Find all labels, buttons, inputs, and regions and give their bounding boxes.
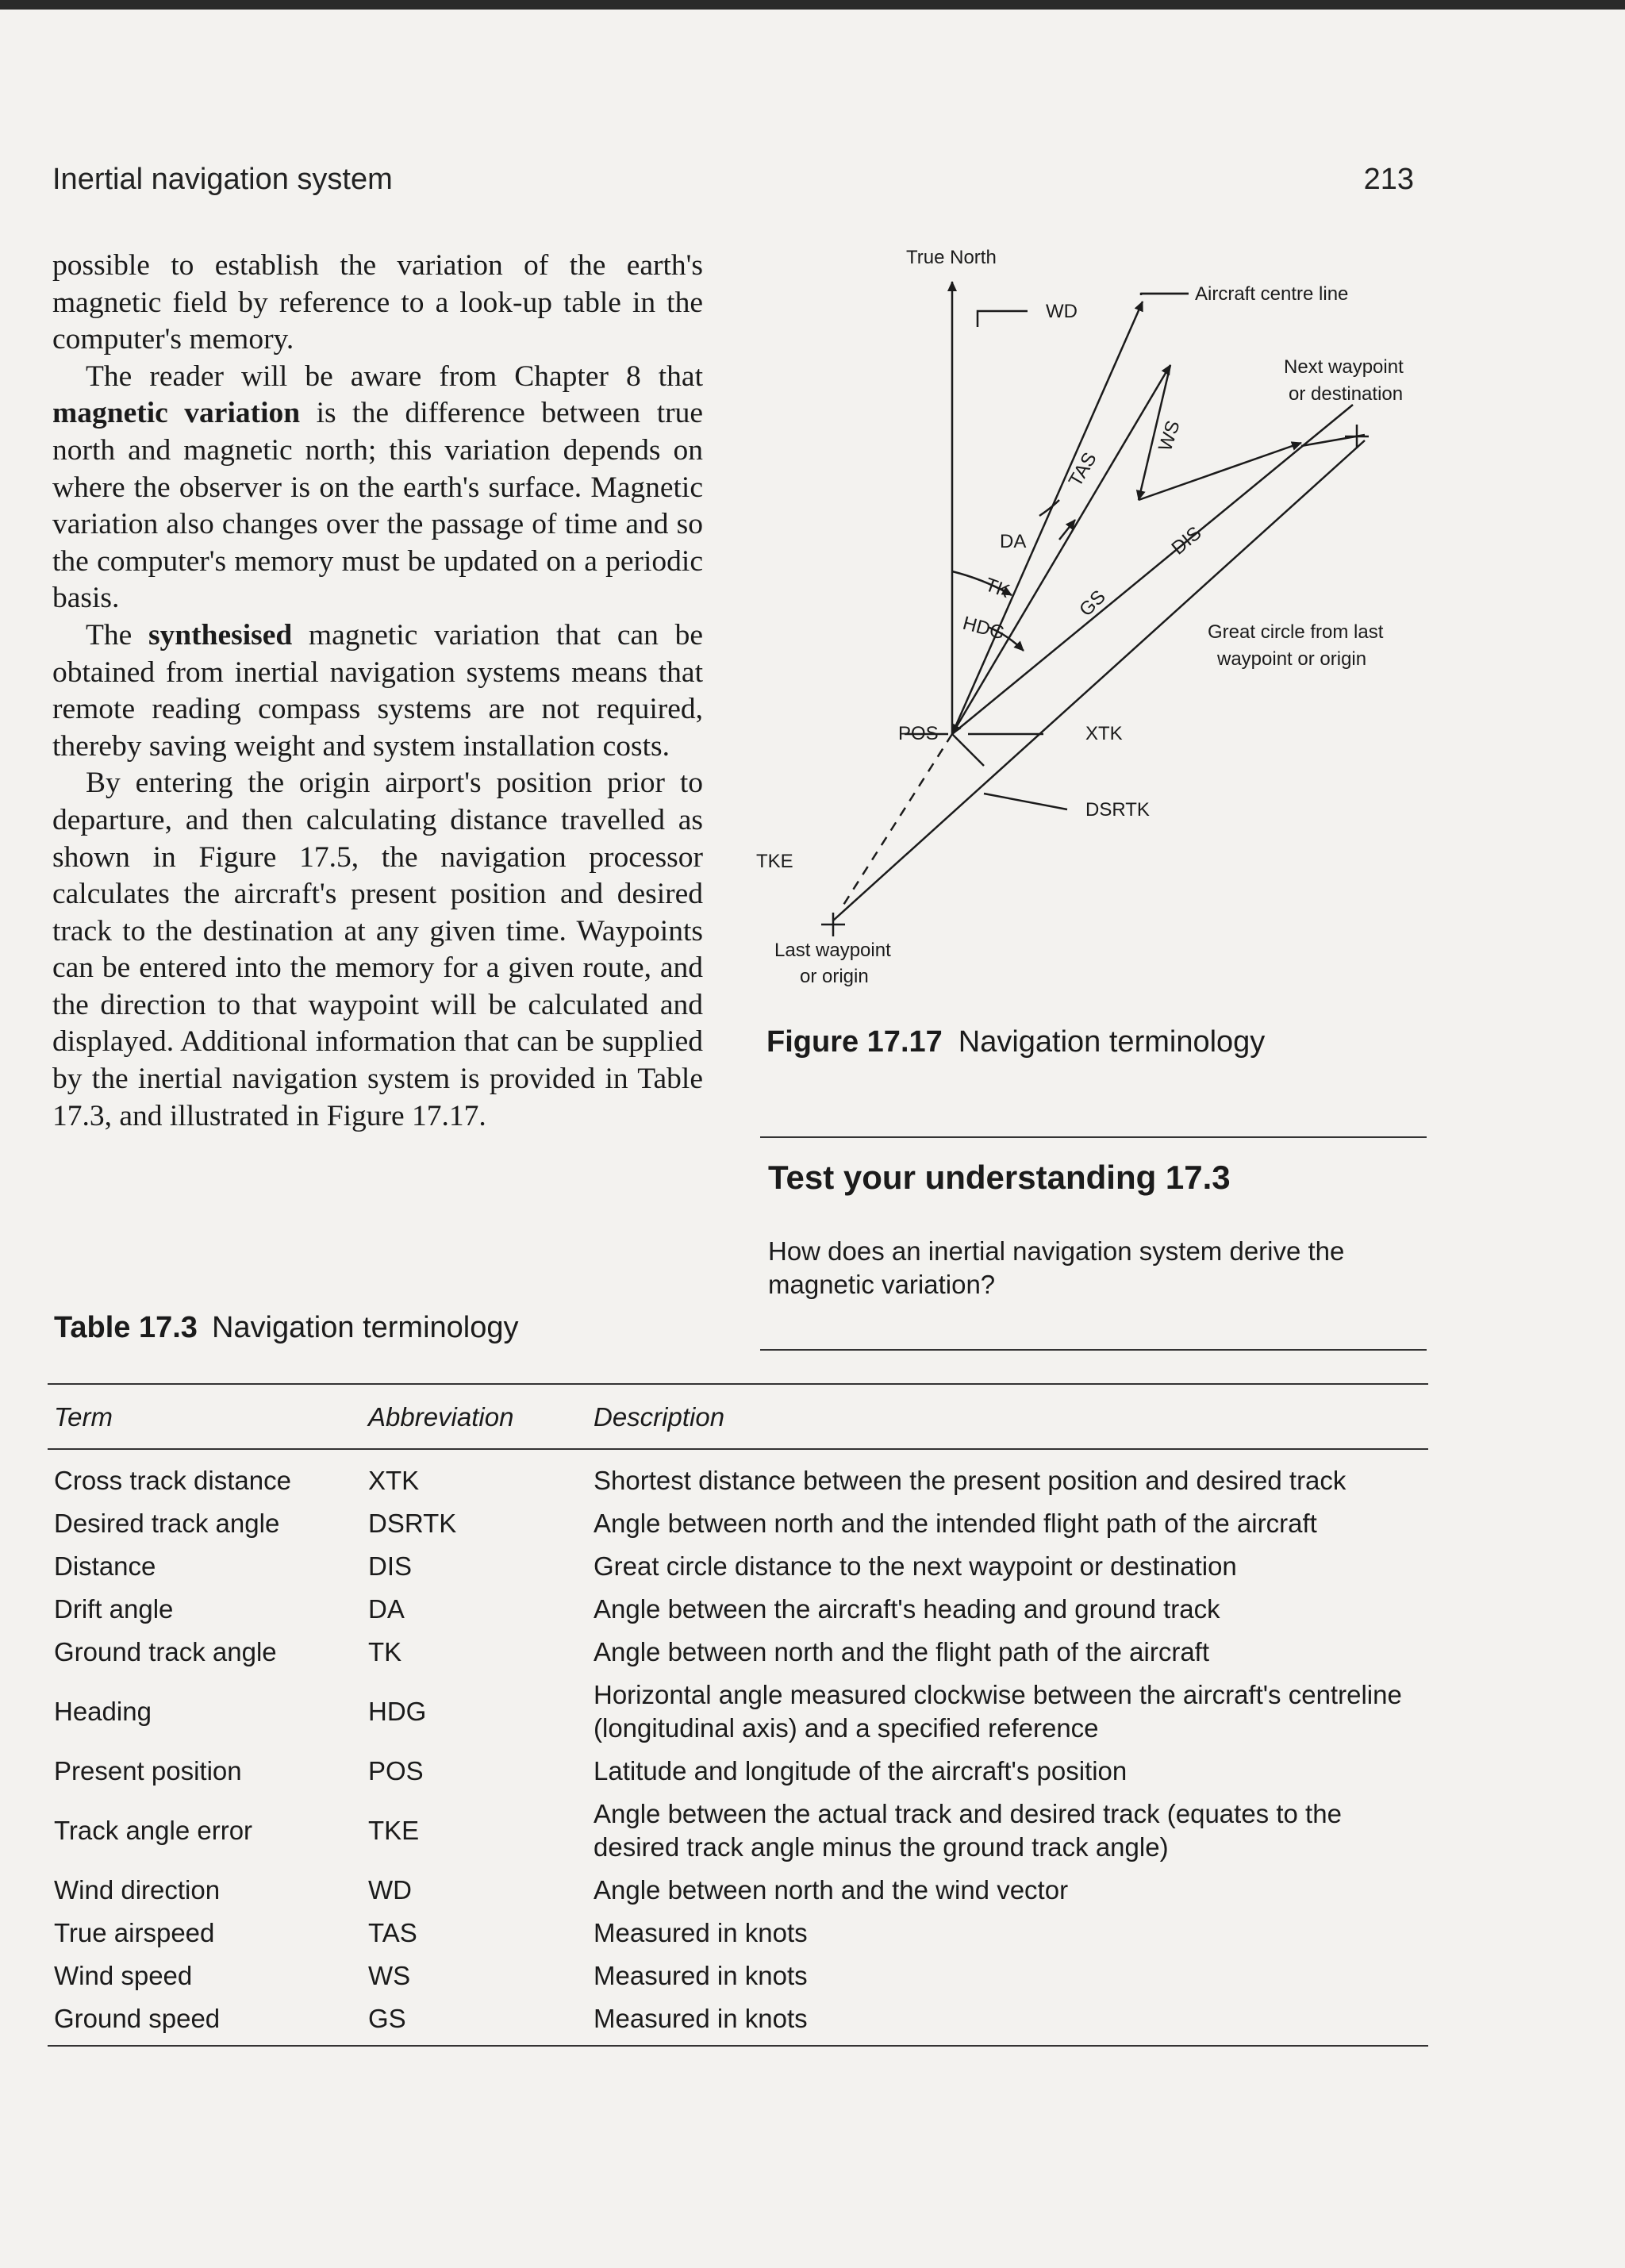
cell-abbreviation: HDG: [368, 1697, 427, 1726]
cell-description: Angle between the aircraft's heading and ground track: [594, 1594, 1220, 1624]
paragraph-4: By entering the origin airport's position prior to departure, and then calculating distance travelled as shown in Figure 17.5, the navigation processor calculates the aircraft's present position and desired track to the destination at any given time. Waypoints can be entered into the memory for a given route, and the direction to that waypoint will be calculated and displayed. Additional information that can be supplied by the inertial navigation system is provided in Table 17.3, and illustrated in Figure 17.17.: [52, 767, 703, 1132]
cell-abbreviation: WS: [368, 1961, 411, 1990]
cell-description: Measured in knots: [594, 1961, 808, 1990]
label-dsrtk: DSRTK: [1085, 799, 1150, 821]
term-magnetic-variation: magnetic variation: [52, 397, 301, 430]
header-description: Description: [587, 1385, 1428, 1449]
cell-description: Measured in knots: [587, 1997, 1428, 2046]
cell-description: Angle between the actual track and desired track (equates to the desired track angle minus the ground track angle): [594, 1799, 1342, 1862]
cell-term: Wind speed: [54, 1961, 193, 1990]
label-last-waypoint-2: or origin: [800, 966, 869, 987]
cell-term: Ground speed: [48, 1997, 362, 2046]
label-tas: TAS: [1064, 448, 1101, 490]
navigation-terminology-table: [48, 1385, 1428, 2047]
cell-description: Measured in knots: [594, 1918, 808, 1947]
table-row: [48, 1449, 1428, 1502]
cell-abbreviation: TKE: [368, 1816, 420, 1845]
table-title: Navigation terminology: [211, 1311, 519, 1344]
figure-title: Navigation terminology: [958, 1025, 1266, 1059]
cell-term: Present position: [54, 1756, 242, 1786]
heading-line: [952, 302, 1143, 734]
label-great-circle-1: Great circle from last: [1208, 621, 1384, 643]
label-dis: DIS: [1167, 522, 1206, 559]
label-wd: WD: [1046, 301, 1078, 322]
label-pos: POS: [898, 723, 939, 744]
test-box-top-rule: [760, 1136, 1427, 1138]
label-ws: WS: [1154, 417, 1185, 454]
cell-abbreviation: DA: [368, 1594, 405, 1624]
tke-dashed-line: [841, 734, 952, 909]
dis-vector: [1139, 443, 1301, 500]
header-term: Term: [48, 1385, 362, 1449]
label-da: DA: [1000, 531, 1027, 552]
cell-abbreviation: TK: [368, 1637, 402, 1666]
header-abbreviation: Abbreviation: [362, 1385, 587, 1449]
dsrtk-leader: [984, 794, 1067, 809]
cell-description: Angle between north and the flight path of the aircraft: [594, 1637, 1210, 1666]
cell-description: Angle between north and the intended flight path of the aircraft: [594, 1509, 1317, 1538]
cell-abbreviation: WD: [368, 1875, 412, 1905]
test-box-title: Test your understanding 17.3: [768, 1159, 1231, 1196]
figure-caption: [766, 1025, 1265, 1059]
track-line: [952, 405, 1353, 734]
table-row: [48, 1793, 1428, 1869]
table-row: [48, 1502, 1428, 1545]
label-hdg: HDG: [960, 612, 1007, 644]
cell-description: Latitude and longitude of the aircraft's position: [594, 1756, 1128, 1786]
cell-description: Horizontal angle measured clockwise between the aircraft's centreline (longitudinal axis) and a specified reference: [594, 1680, 1402, 1743]
cell-abbreviation: DSRTK: [368, 1509, 457, 1538]
paragraph-3: The synthesised magnetic variation that can be obtained from inertial navigation systems means that remote reading compass systems are not required, thereby saving weight and system installation costs.: [52, 618, 703, 763]
label-gs: GS: [1075, 586, 1110, 621]
cell-description: Angle between north and the wind vector: [594, 1875, 1069, 1905]
cell-term: Cross track distance: [54, 1466, 291, 1495]
table-row: [48, 1997, 1428, 2046]
table-row: [48, 1750, 1428, 1793]
term-synthesised: synthesised: [148, 618, 293, 652]
table-row: [48, 1631, 1428, 1674]
test-box-bottom-rule: [760, 1349, 1427, 1351]
cell-abbreviation: GS: [362, 1997, 587, 2046]
label-next-waypoint-2: or destination: [1289, 383, 1404, 405]
cell-term: Ground track angle: [54, 1637, 277, 1666]
table-row: [48, 1545, 1428, 1588]
label-tk: TK: [982, 574, 1013, 603]
navigation-terminology-figure: [746, 238, 1460, 1032]
tas-vector: [952, 365, 1170, 734]
cell-abbreviation: TAS: [368, 1918, 417, 1947]
table-row: [48, 1955, 1428, 1997]
label-tke: TKE: [756, 851, 793, 872]
cell-description: Great circle distance to the next waypoint or destination: [594, 1551, 1237, 1581]
cell-term: Wind direction: [54, 1875, 221, 1905]
label-aircraft-centre-line: Aircraft centre line: [1195, 283, 1349, 305]
great-circle-line: [833, 440, 1365, 921]
label-next-waypoint-1: Next waypoint: [1284, 356, 1404, 378]
cell-term: Distance: [54, 1551, 156, 1581]
cell-term: Heading: [54, 1697, 152, 1726]
wd-bracket: [978, 311, 1028, 327]
body-text: [52, 248, 703, 1135]
paragraph-1: possible to establish the variation of the earth's magnetic field by reference to a look-up table in the computer's memory.: [52, 249, 703, 356]
top-edge-bar: [0, 0, 1625, 10]
table-row: [48, 1674, 1428, 1750]
cell-term: Desired track angle: [54, 1509, 280, 1538]
cell-term: Drift angle: [54, 1594, 174, 1624]
cell-term: Track angle error: [54, 1816, 253, 1845]
navigation-diagram: [746, 238, 1460, 1032]
cell-abbreviation: DIS: [368, 1551, 413, 1581]
xtk-perp: [952, 734, 984, 766]
paragraph-2: The reader will be aware from Chapter 8 that magnetic variation is the difference between true north and magnetic north; this variation depends on where the observer is on the earth's surface. Magnetic variation also changes over the passage of time and so the computer's memory must be updated on a periodic basis.: [52, 359, 703, 615]
table-row: [48, 1869, 1428, 1912]
test-box-question: How does an inertial navigation system derive the magnetic variation?: [768, 1236, 1345, 1299]
table-header-row: [48, 1385, 1428, 1449]
cell-description: Shortest distance between the present position and desired track: [594, 1466, 1346, 1495]
page-number: 213: [1363, 163, 1414, 196]
label-last-waypoint-1: Last waypoint: [774, 940, 891, 961]
running-title: Inertial navigation system: [52, 163, 393, 196]
label-xtk: XTK: [1085, 723, 1123, 744]
figure-number: Figure 17.17: [766, 1025, 943, 1059]
table-row: [48, 1588, 1428, 1631]
table-row: [48, 1912, 1428, 1955]
table-number: Table 17.3: [54, 1311, 198, 1344]
cell-term: True airspeed: [54, 1918, 215, 1947]
cell-abbreviation: POS: [368, 1756, 424, 1786]
label-great-circle-2: waypoint or origin: [1217, 648, 1367, 670]
label-true-north: True North: [906, 247, 997, 268]
cell-abbreviation: XTK: [368, 1466, 420, 1495]
table-caption: [54, 1311, 518, 1345]
